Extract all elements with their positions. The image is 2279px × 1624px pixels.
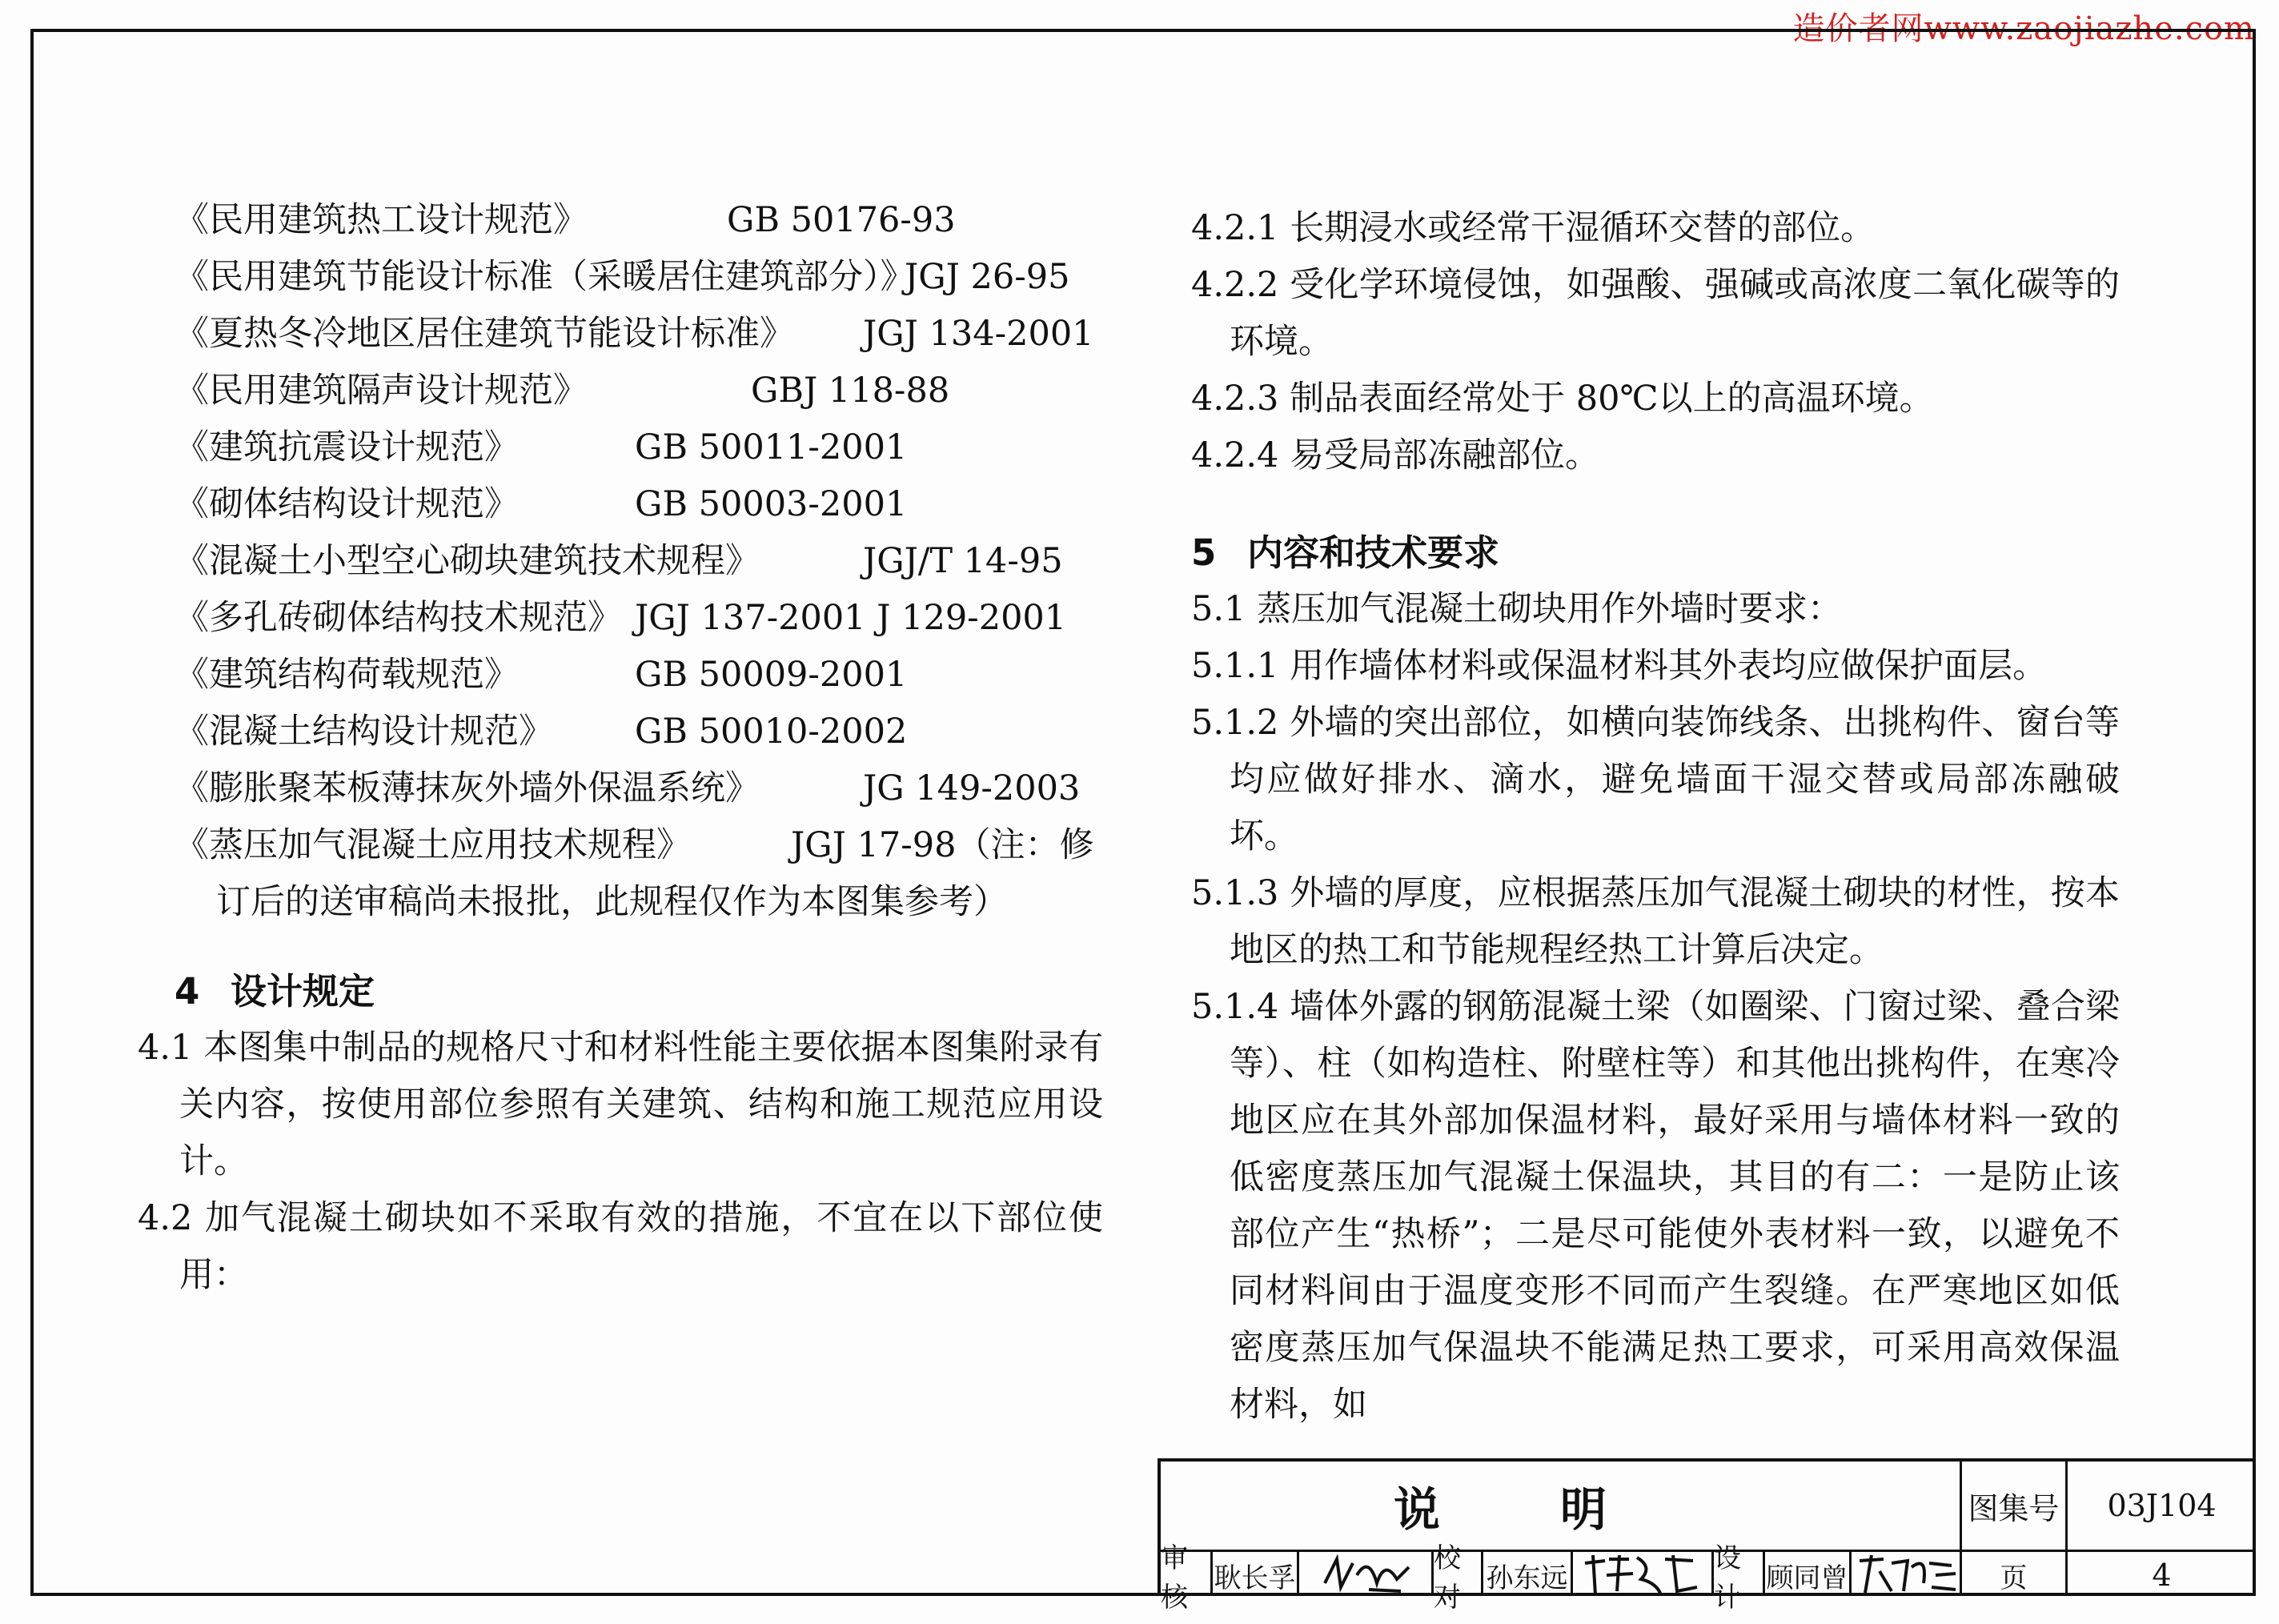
reference-title: 《民用建筑隔声设计规范》 xyxy=(175,371,588,411)
section-5-heading: 5 内容和技术要求 xyxy=(1191,531,1500,574)
clause-5-1-4: 5.1.4 墙体外露的钢筋混凝土梁（如圈梁、门窗过梁、叠合梁等）、柱（如构造柱、附壁柱等）和其他出挑构件，在寒冷地区应在其外部加保温材料，最好采用与墙体材料一致的低密度蒸压加气混凝土保温块，其目的有二：一是防止该部位产生“热桥”；二是尽可能使外表材料一致，以避免不同材料间由于温度变形不同而产生裂缝。在严寒地区如低密度蒸压加气保温块不能满足热工要求，可采用高效保温材料，如 xyxy=(1191,987,2120,1425)
page-number: 4 xyxy=(2152,1558,2172,1593)
review-label: 审核 xyxy=(1161,1542,1188,1614)
clause-4-2-2: 4.2.2 受化学环境侵蚀，如强酸、强碱或高浓度二氧化碳等的环境。 xyxy=(1191,265,2120,362)
designer-signature xyxy=(1856,1551,1958,1598)
designer-name: 顾同曾 xyxy=(1766,1562,1848,1594)
title-block-divider xyxy=(1571,1550,1573,1596)
clause-4-2-1: 4.2.1 长期浸水或经常干湿循环交替的部位。 xyxy=(1191,208,1876,248)
clause-5-1-1: 5.1.1 用作墙体材料或保温材料其外表均应做保护面层。 xyxy=(1191,646,2048,686)
reference-code: GB 50003-2001 xyxy=(635,484,908,524)
check-label: 校对 xyxy=(1434,1542,1461,1614)
title-block-divider xyxy=(1297,1550,1299,1596)
reference-code: JGJ 26-95 xyxy=(905,257,1070,297)
clause-5-1-3: 5.1.3 外墙的厚度，应根据蒸压加气混凝土砌块的材性，按本地区的热工和节能规程经热工计算后决定。 xyxy=(1191,873,2120,970)
right-column xyxy=(1191,200,2120,1434)
reference-code: JGJ 137-2001 J 129-2001 xyxy=(635,598,1067,638)
reference-title: 《蒸压加气混凝土应用技术规程》 xyxy=(175,825,691,865)
atlas-label: 图集号 xyxy=(1968,1490,2060,1526)
watermark: 造价者网www.zaojiazhe.com xyxy=(1792,10,2255,47)
reference-code: GBJ 118-88 xyxy=(751,371,950,411)
clause-4-1: 4.1 本图集中制品的规格尺寸和材料性能主要依据本图集附录有关内容，按使用部位参照有关建筑、结构和施工规范应用设计。 xyxy=(138,1028,1103,1181)
reference-title: 《建筑结构荷载规范》 xyxy=(175,655,519,695)
clause-5-1-2: 5.1.2 外墙的突出部位，如横向装饰线条、出挑构件、窗台等均应做好排水、滴水，避免墙面干湿交替或局部冻融破坏。 xyxy=(1191,703,2120,856)
reference-line xyxy=(175,363,1103,419)
reference-code: JG 149-2003 xyxy=(863,768,1081,808)
reference-title: 《建筑抗震设计规范》 xyxy=(175,427,519,467)
reference-line xyxy=(175,419,1103,476)
reference-code: JGJ 17-98（注：修 xyxy=(791,825,1094,865)
reference-note: 订后的送审稿尚未报批，此规程仅作为本图集参考） xyxy=(216,882,1008,922)
reference-title: 《夏热冬冷地区居住建筑节能设计标准》 xyxy=(175,314,794,354)
design-label: 设计 xyxy=(1714,1542,1741,1614)
reference-title: 《多孔砖砌体结构技术规范》 xyxy=(175,598,622,638)
reference-title: 《民用建筑热工设计规范》 xyxy=(175,200,588,240)
reference-title: 《膨胀聚苯板薄抹灰外墙外保温系统》 xyxy=(175,768,760,808)
reference-line xyxy=(175,704,1103,760)
reference-code: JGJ/T 14-95 xyxy=(863,541,1063,581)
checker-name: 孙东远 xyxy=(1486,1562,1568,1594)
reference-title: 《民用建筑节能设计标准（采暖居住建筑部分）》 xyxy=(175,257,915,297)
reviewer-name: 耿长孚 xyxy=(1214,1562,1296,1594)
reference-title: 《混凝土结构设计规范》 xyxy=(175,712,553,752)
reference-line xyxy=(175,817,1103,874)
reference-code: GB 50010-2002 xyxy=(635,712,908,752)
reference-line xyxy=(175,476,1103,533)
left-column xyxy=(138,192,1103,1304)
reference-line xyxy=(175,306,1103,363)
title-block xyxy=(1158,1458,2256,1614)
reference-title: 《砌体结构设计规范》 xyxy=(175,484,519,524)
clause-4-2-4: 4.2.4 易受局部冻融部位。 xyxy=(1191,435,1600,475)
title-block-divider xyxy=(1849,1550,1852,1596)
reference-line xyxy=(175,590,1103,647)
clause-4-2-3: 4.2.3 制品表面经常处于 80℃以上的高温环境。 xyxy=(1191,379,1934,419)
drawing-title: 说明 xyxy=(1393,1482,1727,1537)
reference-line xyxy=(175,249,1103,306)
reference-code: GB 50176-93 xyxy=(727,200,956,240)
reference-title: 《混凝土小型空心砌块建筑技术规程》 xyxy=(175,541,760,581)
reference-code: GB 50009-2001 xyxy=(635,655,908,695)
reference-code: JGJ 134-2001 xyxy=(863,314,1094,354)
reference-line xyxy=(175,192,1103,249)
reference-line xyxy=(175,760,1103,817)
reviewer-signature xyxy=(1321,1551,1417,1598)
clause-5-1: 5.1 蒸压加气混凝土砌块用作外墙时要求： xyxy=(1191,589,1843,629)
checker-signature xyxy=(1581,1551,1701,1598)
clause-4-2: 4.2 加气混凝土砌块如不采取有效的措施，不宜在以下部位使用： xyxy=(138,1198,1103,1295)
section-4-heading: 4 设计规定 xyxy=(175,970,375,1012)
reference-line xyxy=(175,533,1103,590)
reference-line xyxy=(175,647,1103,704)
page-label: 页 xyxy=(2000,1562,2028,1594)
atlas-number: 03J104 xyxy=(2107,1488,2217,1523)
reference-code: GB 50011-2001 xyxy=(635,427,908,467)
